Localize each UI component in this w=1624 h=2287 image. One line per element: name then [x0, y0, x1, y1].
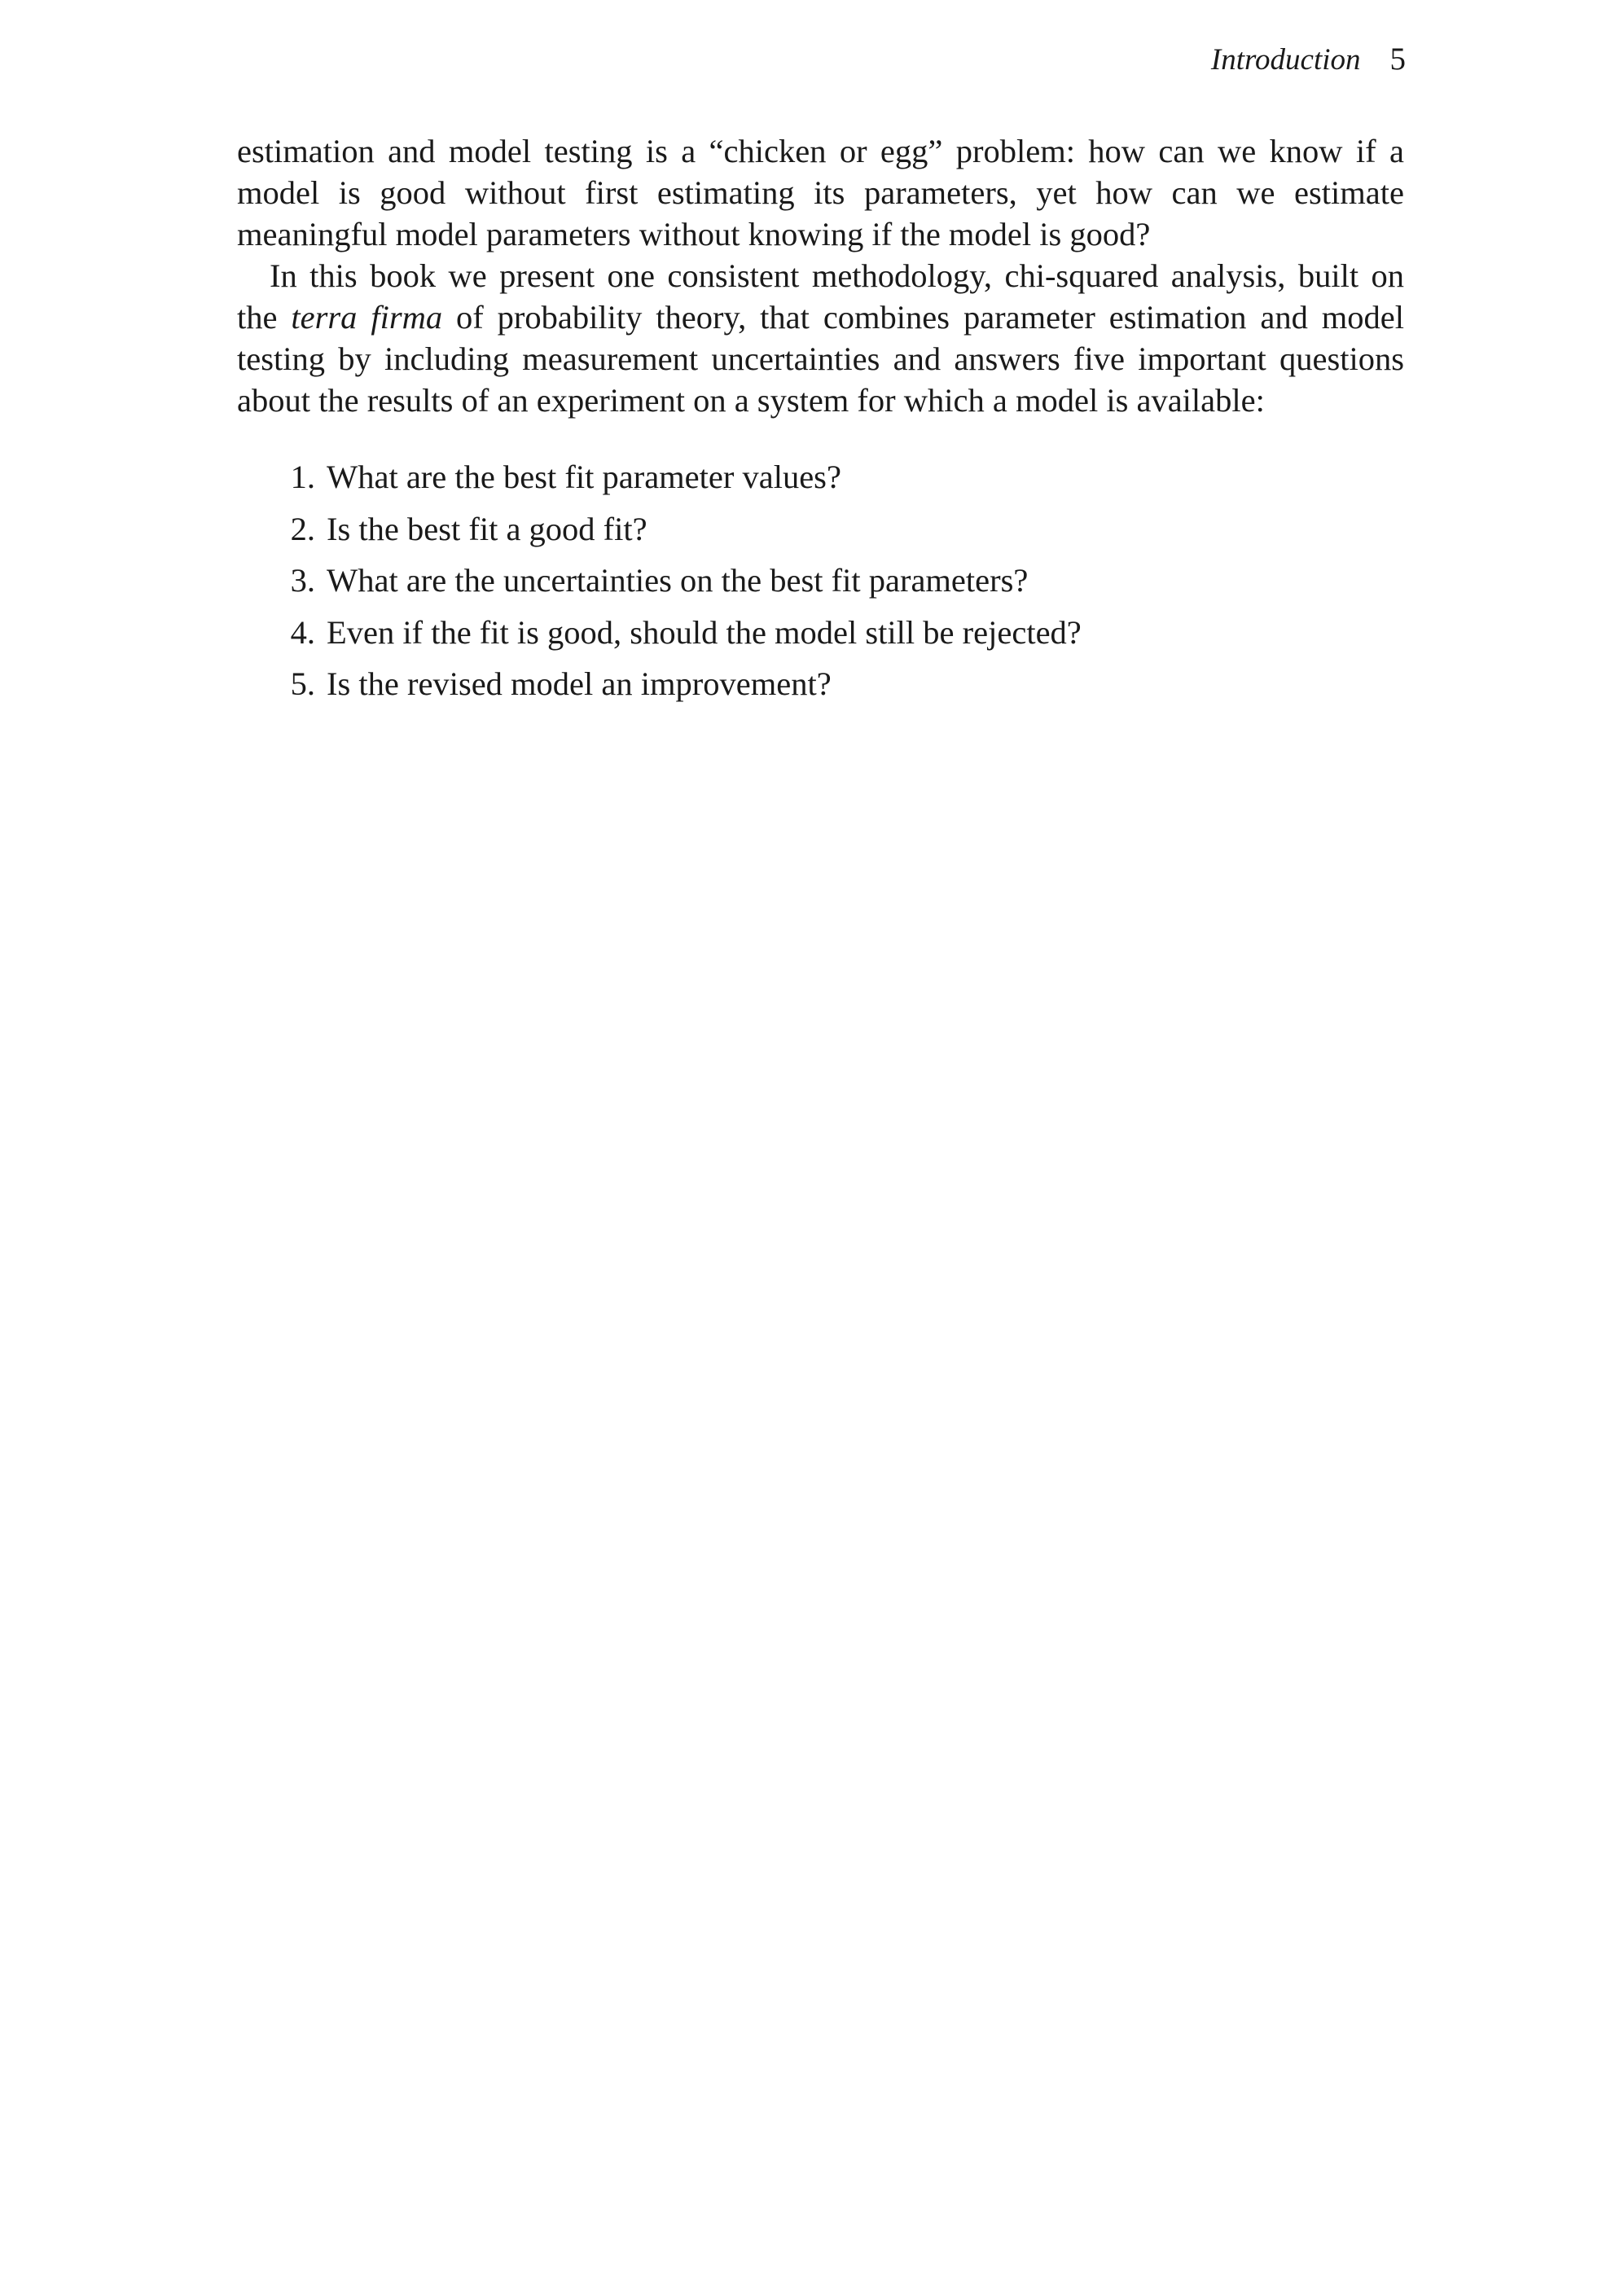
list-item: [237, 560, 1404, 612]
list-item-number: 2.: [290, 510, 315, 547]
terra-firma-emphasis: terra firma: [291, 299, 443, 336]
list-item: [237, 456, 1404, 508]
list-item-text: Is the best fit a good fit?: [327, 510, 647, 547]
page-number: 5: [1389, 42, 1406, 77]
page-body: [237, 130, 1404, 715]
list-item: [237, 612, 1404, 664]
running-head: Introduction: [1210, 43, 1361, 77]
paragraph-methodology-text-end: of probability theory, that combines parameter estimation and model testing by including measurement uncertainties and answers five important questions about the results of an experiment on a system for which a model is available:: [237, 299, 1405, 419]
paragraph-methodology-text-start: In this book we present one consistent methodology, chi-squared analysis, built on the: [237, 257, 1404, 336]
list-item-number: 5.: [290, 665, 315, 702]
list-item-text: Is the revised model an improvement?: [327, 665, 832, 702]
list-item-text: What are the uncertainties on the best fit parameters?: [327, 562, 1029, 599]
list-item-text: What are the best fit parameter values?: [327, 459, 841, 495]
list-item-number: 3.: [290, 562, 315, 599]
list-item-text: Even if the fit is good, should the model still be rejected?: [327, 613, 1082, 651]
page-header: [1124, 39, 1406, 80]
paragraph-methodology: [237, 255, 1404, 421]
list-item: [237, 663, 1404, 715]
five-questions-list: [237, 456, 1404, 715]
list-item-number: 4.: [290, 613, 315, 651]
paragraph-chicken-or-egg: estimation and model testing is a “chicken or egg” problem: how can we know if a model is good without first estimating its parameters, yet how can we estimate meaningful model parameters without knowing if the model is good?: [237, 133, 1404, 252]
list-item-number: 1.: [290, 459, 315, 495]
list-item: [237, 508, 1404, 560]
